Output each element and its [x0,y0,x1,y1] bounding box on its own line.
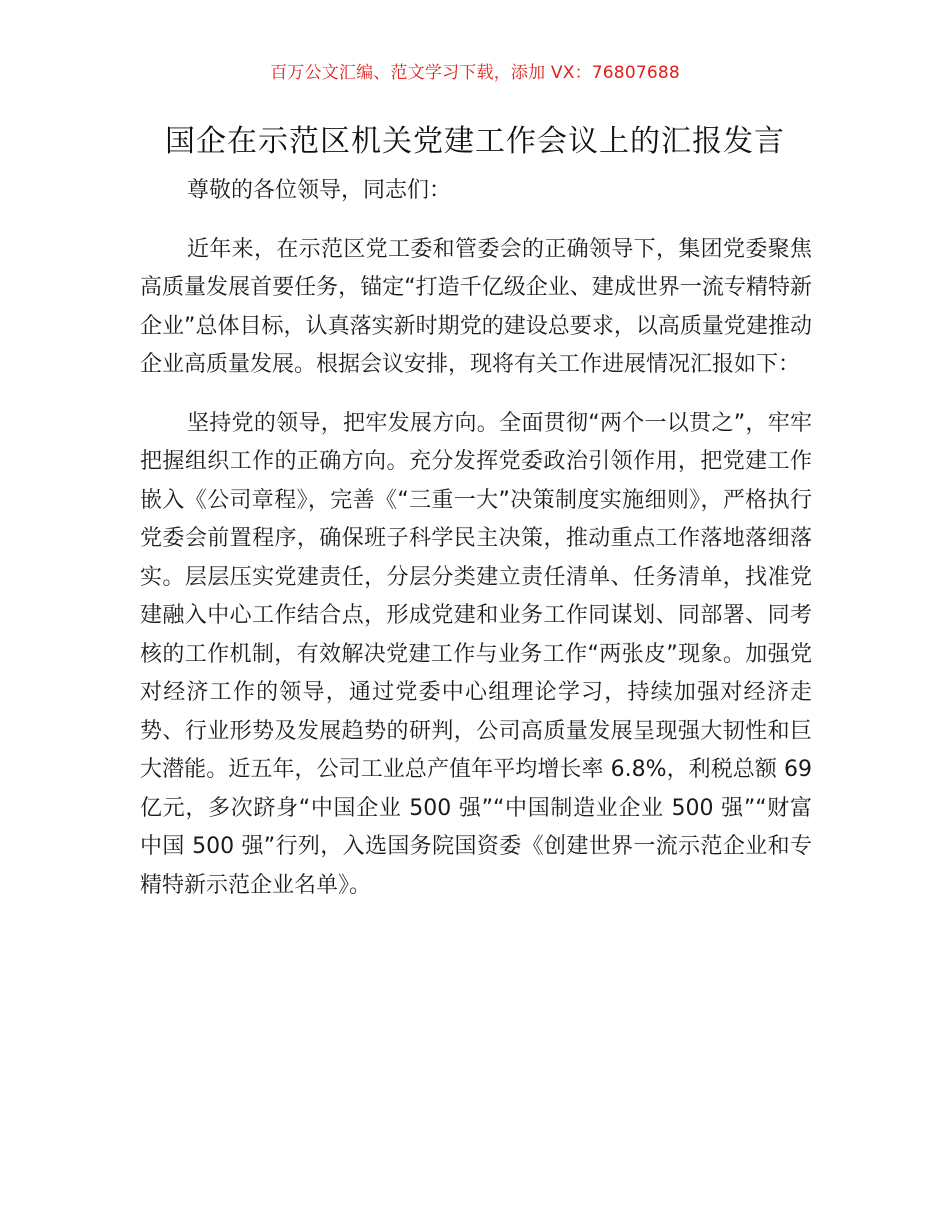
document-title: 国企在示范区机关党建工作会议上的汇报发言 [165,124,785,159]
salutation: 尊敬的各位领导，同志们： [187,178,452,203]
body-paragraph-intro: 近年来，在示范区党工委和管委会的正确领导下，集团党委聚焦高质量发展首要任务，锚定“打造千亿级企业、建成世界一流专精特新企业”总体目标，认真落实新时期党的建设总要求，以高质量党建推动企业高质量发展。根据会议安排，现将有关工作进展情况汇报如下： [140,236,812,377]
body-paragraph-party-leadership: 坚持党的领导，把牢发展方向。全面贯彻“两个一以贯之”，牢牢把握组织工作的正确方向。充分发挥党委政治引领作用，把党建工作嵌入《公司章程》，完善《“三重一大”决策制度实施细则》，严格执行党委会前置程序，确保班子科学民主决策，推动重点工作落地落细落实。层层压实党建责任，分层分类建立责任清单、任务清单，找准党建融入中心工作结合点，形成党建和业务工作同谋划、同部署、同考核的工作机制，有效解决党建工作与业务工作“两张皮”现象。加强党对经济工作的领导，通过党委中心组理论学习，持续加强对经济走势、行业形势及发展趋势的研判，公司高质量发展呈现强大韧性和巨大潜能。近五年，公司工业总产值年平均增长率 6.8%，利税总额 69 亿元，多次跻身“中国企业 500 强”“中国制造业企业 500 强”“财富中国 500 强”行列，入选国务院国资委《创建世界一流示范企业和专精特新示范企业名单》。 [140,410,812,898]
header-watermark: 百万公文汇编、范文学习下载，添加 VX：76807688 [270,63,680,83]
document-body [140,172,812,905]
